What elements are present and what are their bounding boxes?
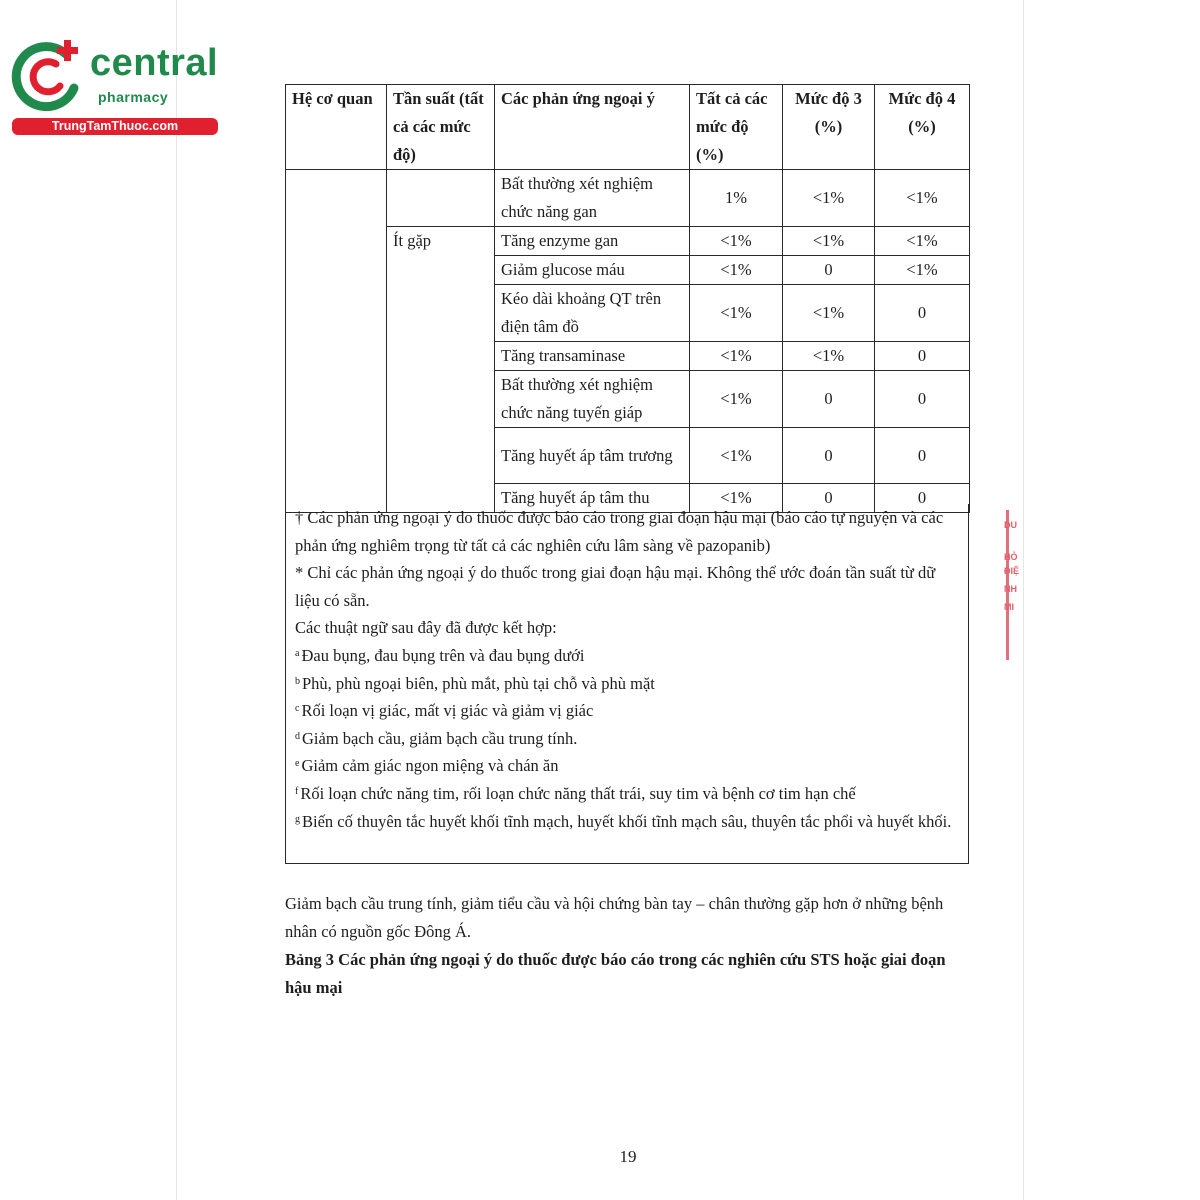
logo-url-badge[interactable]: TrungTamThuoc.com [12,118,218,135]
header-frequency: Tần suất (tất cả các mức độ) [387,85,495,170]
table-footnotes [285,504,969,864]
grade-3-value: <1% [783,342,875,371]
table-header-row [286,85,970,170]
reaction-cell: Tăng transaminase [495,342,690,371]
all-grades-value: <1% [690,484,783,513]
frequency-cell [387,170,495,227]
table-3-title: Bảng 3 Các phản ứng ngoại ý do thuốc được báo cáo trong các nghiên cứu STS hoặc giai đoạn hậu mại [285,950,946,997]
footnote-intro: Các thuật ngữ sau đây đã được kết hợp: [295,618,557,638]
stamp-text: DU [1004,520,1017,530]
page-number: 19 [619,1147,637,1166]
header-grade-3: Mức độ 3 (%) [783,85,875,170]
reaction-cell: Giảm glucose máu [495,256,690,285]
stamp-text: ĐIỆ [1004,566,1020,576]
body-section [285,890,973,1002]
table-row [286,227,970,256]
all-grades-value: <1% [690,428,783,484]
grade-3-value: <1% [783,285,875,342]
footnote-item: $^c$ Rối loạn vị giác, mất vị giác và giảm vị giác [295,701,594,721]
table-row [286,170,970,227]
all-grades-value: <1% [690,285,783,342]
footnote-asterisk: * Chỉ các phản ứng ngoại ý do thuốc trong giai đoạn hậu mại. Không thể ước đoán tần suất từ dữ liệu có sẵn. [295,563,936,610]
frequency-cell-uncommon: Ít gặp [387,227,495,513]
header-grade-4: Mức độ 4 (%) [875,85,970,170]
footnote-dagger: † Các phản ứng ngoại ý do thuốc được báo cáo trong giai đoạn hậu mại (báo cáo tự nguyện và các phản ứng nghiêm trọng từ tất cả các nghiên cứu lâm sàng về pazopanib) [295,508,944,555]
grade-4-value: 0 [875,428,970,484]
footnote-item: $^d$ Giảm bạch cầu, giảm bạch cầu trung tính. [295,728,578,748]
reaction-cell: Kéo dài khoảng QT trên điện tâm đồ [495,285,690,342]
stamp-text: NH [1004,584,1017,594]
all-grades-value: <1% [690,227,783,256]
body-paragraph: Giảm bạch cầu trung tính, giảm tiểu cầu và hội chứng bàn tay – chân thường gặp hơn ở những bệnh nhân có nguồn gốc Đông Á. [285,894,944,941]
grade-4-value: <1% [875,170,970,227]
header-all-grades: Tất cả các mức độ (%) [690,85,783,170]
grade-4-value: <1% [875,227,970,256]
central-pharmacy-logo[interactable] [8,36,218,136]
system-cell [286,170,387,513]
grade-4-value: 0 [875,371,970,428]
footnote-item: $^e$ Giảm cảm giác ngon miệng và chán ăn [295,756,559,776]
all-grades-value: 1% [690,170,783,227]
all-grades-value: <1% [690,342,783,371]
stamp-text: MI [1004,602,1014,612]
pharmacy-cross-icon [8,36,88,116]
grade-3-value: 0 [783,256,875,285]
reaction-cell: Bất thường xét nghiệm chức năng tuyến giáp [495,371,690,428]
grade-3-value: <1% [783,170,875,227]
footnote-item: $^g$ Biến cố thuyên tắc huyết khối tĩnh mạch, huyết khối tĩnh mạch sâu, thuyên tắc phổi và huyết khối. [295,811,952,831]
logo-wordmark: central [90,42,219,84]
footnote-item: $^f$ Rối loạn chức năng tim, rối loạn chức năng thất trái, suy tim và bệnh cơ tim hạn chế [295,783,856,803]
logo-subtitle: pharmacy [98,89,169,105]
grade-4-value: 0 [875,285,970,342]
grade-4-value: 0 [875,484,970,513]
header-reaction: Các phản ứng ngoại ý [495,85,690,170]
grade-3-value: 0 [783,484,875,513]
grade-3-value: 0 [783,428,875,484]
footnote-item: $^a$ Đau bụng, đau bụng trên và đau bụng dưới [295,645,585,665]
header-system: Hệ cơ quan [286,85,387,170]
official-stamp [1000,510,1026,660]
reaction-cell: Tăng huyết áp tâm trương [495,428,690,484]
grade-4-value: 0 [875,342,970,371]
all-grades-value: <1% [690,256,783,285]
grade-3-value: <1% [783,227,875,256]
stamp-text: HỎ [1004,552,1018,562]
grade-4-value: <1% [875,256,970,285]
adverse-reactions-table [285,84,970,513]
all-grades-value: <1% [690,371,783,428]
grade-3-value: 0 [783,371,875,428]
reaction-cell: Tăng huyết áp tâm thu [495,484,690,513]
reaction-cell: Bất thường xét nghiệm chức năng gan [495,170,690,227]
reaction-cell: Tăng enzyme gan [495,227,690,256]
footnote-item: $^b$ Phù, phù ngoại biên, phù mắt, phù tại chỗ và phù mặt [295,673,655,693]
